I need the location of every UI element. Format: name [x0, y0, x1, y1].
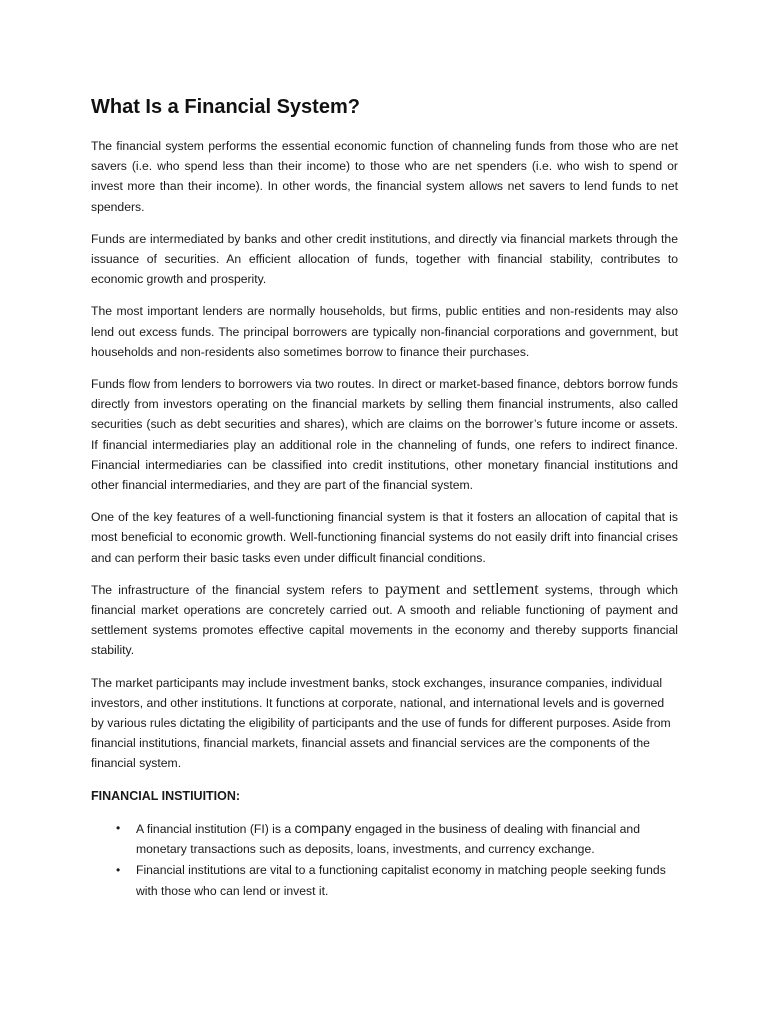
- paragraph-2: Funds are intermediated by banks and other credit institutions, and directly via financial markets through the issuance of securities. An efficient allocation of funds, together with financial stability, contributes to economic growth and prosperity.: [91, 231, 678, 287]
- document-page: [91, 94, 678, 902]
- bullet-list: [91, 818, 678, 901]
- section-heading: FINANCIAL INSTIUITION:: [91, 788, 241, 803]
- bullet-item-2-text: Financial institutions are vital to a functioning capitalist economy in matching people seeking funds with those who can lend or invest it.: [136, 863, 666, 898]
- paragraph-6-text-3: systems, through which financial market operations are concretely carried out. A smooth and reliable functioning of payment and settlement systems promotes effective capital movements in the economy and thereby supports financial stability.: [91, 582, 679, 658]
- bullet-item-1-word-company: company: [294, 819, 352, 836]
- page-title: What Is a Financial System?: [91, 96, 360, 118]
- paragraph-6-text-2: and: [440, 582, 473, 597]
- bullet-item-2: [91, 860, 678, 900]
- paragraph-6-word-payment: payment: [384, 580, 441, 598]
- paragraph-4: Funds flow from lenders to borrowers via two routes. In direct or market-based finance, debtors borrow funds directly from investors operating on the financial markets by selling them financial instruments, also called securities (such as debt securities and shares), which are claims on the borrower’s future income or assets. If financial intermediaries play an additional role in the channeling of funds, one refers to indirect finance. Financial intermediaries can be classified into credit institutions, other monetary financial institutions and other financial intermediaries, and they are part of the financial system.: [91, 377, 678, 493]
- paragraph-6-word-settlement: settlement: [472, 580, 539, 598]
- paragraph-1: The financial system performs the essential economic function of channeling funds from those who are net savers (i.e. who spend less than their income) to those who are net spenders (i.e. who wish to spend or invest more than their income). In other words, the financial system allows net savers to lend funds to net spenders.: [91, 139, 678, 214]
- paragraph-5: One of the key features of a well-functioning financial system is that it fosters an allocation of capital that is most beneficial to economic growth. Well-functioning financial systems do not easily drift into financial crises and can perform their basic tasks even under difficult financial conditions.: [91, 510, 678, 565]
- bullet-item-1-text-1: A financial institution (FI) is a: [136, 821, 295, 836]
- paragraph-6-text-1: The infrastructure of the financial system refers to: [91, 582, 385, 597]
- paragraph-7: The market participants may include investment banks, stock exchanges, insurance companies, individual investors, and other institutions. It functions at corporate, national, and international levels and is governed by various rules dictating the eligibility of participants and the use of funds for different purposes. Aside from financial institutions, financial markets, financial assets and financial services are the components of the financial system.: [91, 675, 671, 771]
- bullet-icon: •: [116, 863, 121, 878]
- paragraph-3: The most important lenders are normally households, but firms, public entities and non-residents may also lend out excess funds. The principal borrowers are typically non-financial corporations and government, but households and non-residents also sometimes borrow to finance their purchases.: [91, 304, 678, 359]
- bullet-item-1-text-2: engaged in the business of dealing with financial and monetary transactions such as deposits, loans, investments, and currency exchange.: [136, 821, 640, 857]
- paragraph-6: [91, 580, 678, 661]
- bullet-item-1: [91, 818, 678, 859]
- bullet-icon: •: [116, 820, 121, 835]
